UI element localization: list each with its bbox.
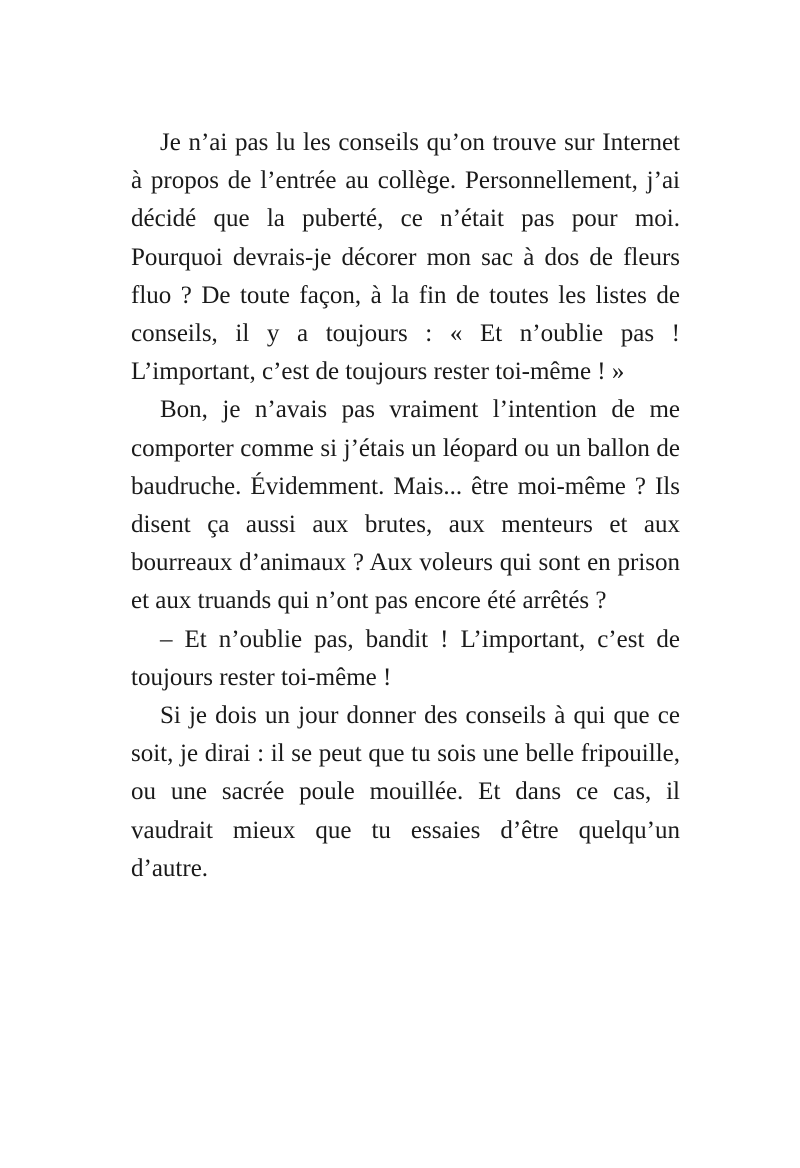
paragraph-3-dialogue: – Et n’oublie pas, bandit ! L’important, c’est de toujours rester toi-même ! [131,625,680,691]
paragraph-4: Si je dois un jour donner des conseils à qui que ce soit, je dirai : il se peut que tu sois une belle fripouille, ou une sacrée poule mouillée. Et dans ce cas, il vaudrait mieux que tu essaies d’être quelqu’un d’autre. [131,702,680,882]
paragraph-2: Bon, je n’avais pas vraiment l’intention de me comporter comme si j’étais un léopard ou un ballon de baudruche. Évidemment. Mais... être moi-même ? Ils disent ça aussi aux brutes, aux menteurs et aux bourreaux d’animaux ? Aux voleurs qui sont en prison et aux truands qui n’ont pas encore été arrêtés ? [131,396,680,615]
paragraph-1: Je n’ai pas lu les conseils qu’on trouve sur Internet à propos de l’entrée au collège. Personnellement, j’ai décidé que la puberté, ce n’était pas pour moi. Pourquoi devrais-je décorer mon sac à dos de fleurs fluo ? De toute façon, à la fin de toutes les listes de conseils, il y a toujours : « Et n’oublie pas ! L’important, c’est de toujours rester toi-même ! » [131,129,680,386]
body-text [131,124,680,888]
